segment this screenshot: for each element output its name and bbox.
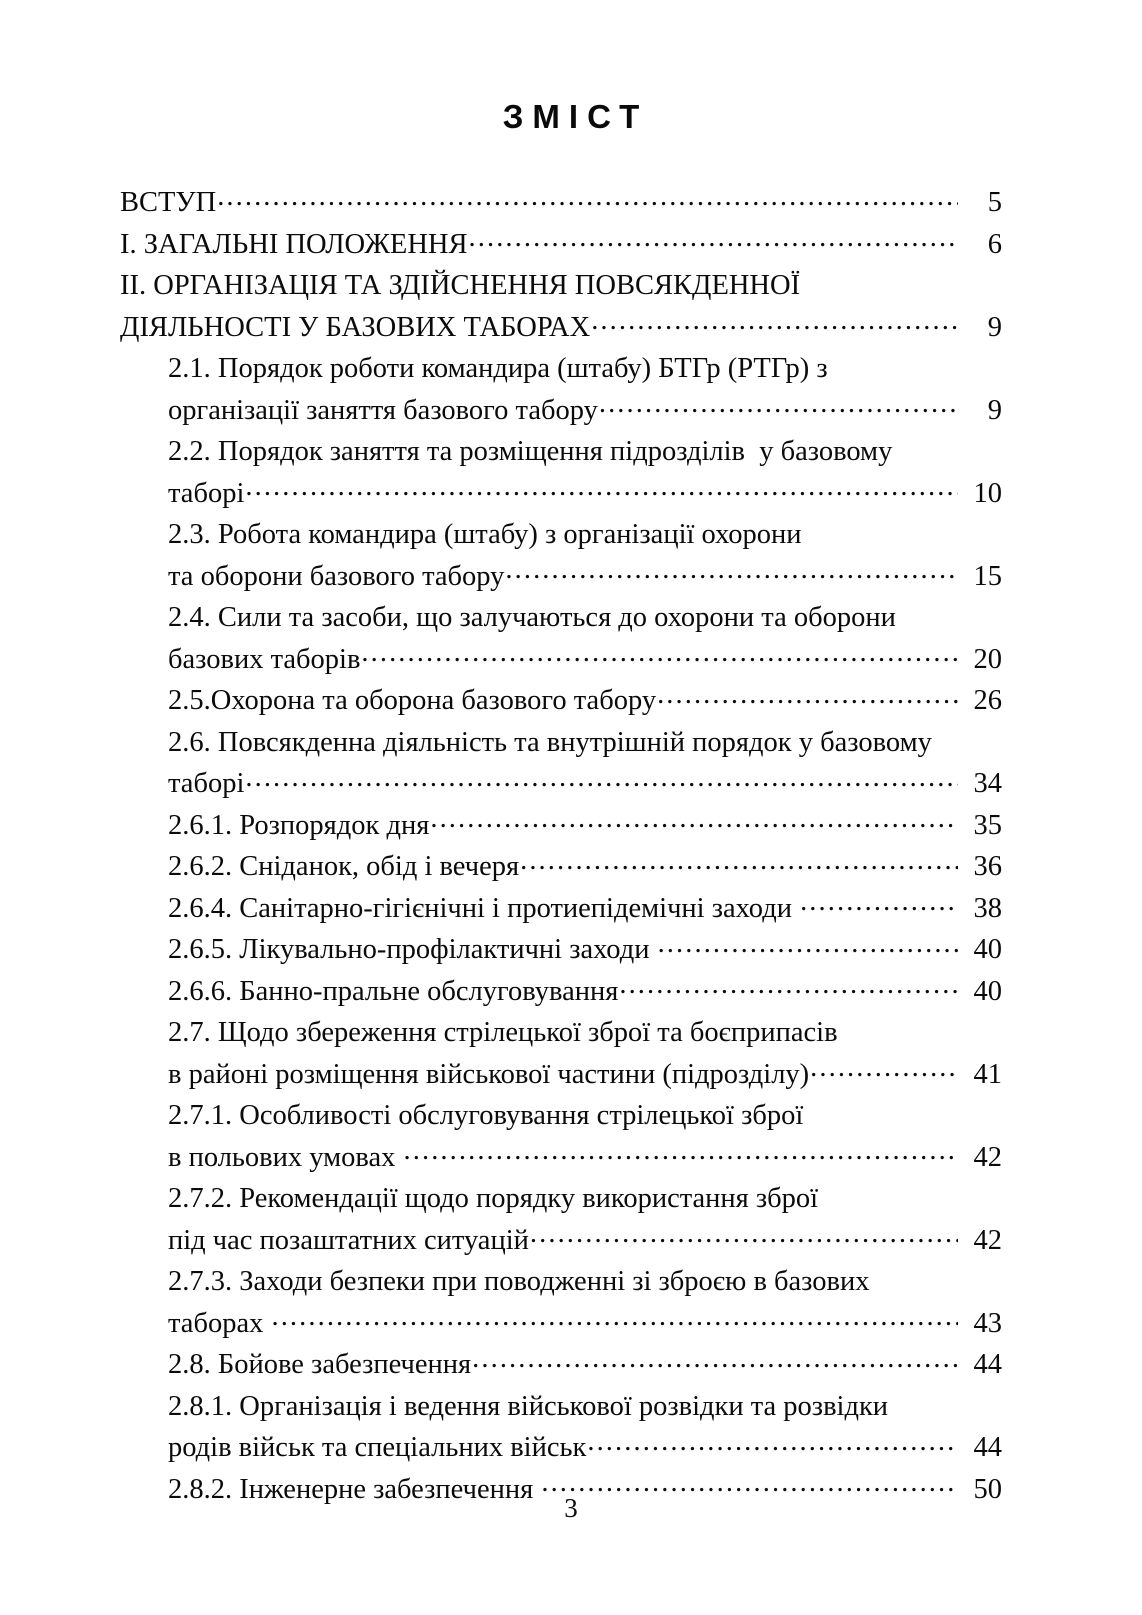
toc-leader-dots [800,888,958,917]
toc-page-number: 10 [973,477,1002,509]
toc-entry-line [168,514,1002,556]
toc-entry-line [168,971,1002,1013]
toc-entry-text: організації заняття базового табору [168,394,598,426]
toc-leader-dots [520,847,958,876]
toc-entry-text: 2.6. Повсякденна діяльність та внутрішній порядок у базовому [168,726,932,758]
page-folio-number: 3 [564,1493,578,1523]
toc-entry[interactable] [120,182,1002,224]
toc-leader-dots [810,1054,958,1083]
page-title: ЗМІСТ [502,98,649,135]
toc-entry[interactable] [120,1095,1002,1178]
toc-leader-dots [599,390,958,419]
toc-entry-text: 2.1. Порядок роботи командира (штабу) БТГр (РТГр) з [168,353,828,384]
toc-entry-line [168,805,1002,847]
toc-entry-text: в районі розміщення військової частини (підрозділу) [168,1058,810,1090]
toc-entry-line [168,722,1002,764]
toc-leader-dots [245,473,958,502]
toc-page-number: 40 [973,975,1002,1007]
toc-page-number: 26 [973,685,1002,716]
toc-entry-text: 2.7.2. Рекомендації щодо порядку використання зброї [168,1183,819,1214]
toc-entry-text: 2.6.2. Сніданок, обід і вечеря [168,851,520,882]
toc-entry-text: 2.6.1. Розпорядок дня [168,809,430,841]
toc-entry-text: родів військ та спеціальних військ [168,1432,587,1463]
toc-entry-line [168,1137,1002,1179]
toc-entry-line [168,846,1002,888]
toc-entry-text: 2.6.6. Банно-пральне обслуговування [168,975,619,1007]
toc-entry-line [168,556,1002,598]
toc-entry-text: 2.5.Охорона та оборона базового табору [168,685,657,716]
toc-leader-dots [658,930,958,959]
toc-entry-line [168,431,1002,473]
toc-page-number: 15 [973,560,1002,592]
toc-page-number: 41 [973,1058,1002,1090]
toc-entry-text: таборі [168,477,245,509]
toc-entry-text: 2.6.4. Санітарно-гігієнічні і протиепідемічні заходи [168,892,800,924]
toc-entry-line [120,182,1002,224]
toc-entry-text: 2.6.5. Лікувально-профілактичні заходи [168,934,657,965]
toc-leader-dots [430,805,958,834]
toc-entry[interactable] [120,680,1002,722]
toc-leader-dots [469,224,958,253]
toc-entry-text: ВСТУП [120,187,217,218]
toc-leader-dots [505,556,958,585]
toc-leader-dots [587,1428,958,1457]
toc-entry-line [120,307,1002,349]
toc-entry[interactable] [120,1261,1002,1344]
toc-leader-dots [591,307,958,336]
toc-entry-text: II. ОРГАНІЗАЦІЯ ТА ЗДІЙСНЕННЯ ПОВСЯКДЕННОЇ [120,270,801,301]
toc-entry-text: 2.2. Порядок заняття та розміщення підрозділів у базовому [168,436,893,467]
toc-entry[interactable] [120,348,1002,431]
toc-entry[interactable] [120,888,1002,930]
toc-entry-line [168,473,1002,515]
toc-entry[interactable] [120,514,1002,597]
toc-entry-line [168,1303,1002,1345]
toc-page-number: 44 [973,1349,1002,1380]
toc-entry[interactable] [120,971,1002,1013]
toc-entry-text: 2.7.1. Особливості обслуговування стрілецької зброї [168,1100,804,1131]
toc-entry-line [168,1386,1002,1428]
toc-entry[interactable] [120,1386,1002,1469]
toc-entry[interactable] [120,805,1002,847]
toc-entry[interactable] [120,929,1002,971]
toc-leader-dots [404,1137,958,1166]
toc-entry-line [168,929,1002,971]
toc-page-number: 34 [973,768,1002,799]
toc-page-number: 40 [973,934,1002,965]
toc-entry-line [168,1054,1002,1096]
toc-entry[interactable] [120,1344,1002,1386]
toc-entry-line [168,1012,1002,1054]
toc-leader-dots [245,764,958,793]
toc-entry-text: під час позаштатних ситуацій [168,1224,529,1256]
toc-entry-line [168,1220,1002,1262]
toc-entry-line [120,224,1002,266]
toc-entry-line [168,1095,1002,1137]
toc-page-number: 50 [973,1473,1002,1505]
toc-page-number: 9 [987,394,1002,426]
toc-leader-dots [217,183,958,212]
toc-entry[interactable] [120,846,1002,888]
toc-entry[interactable] [120,431,1002,514]
toc-page-number: 5 [987,187,1002,218]
toc-entry[interactable] [120,597,1002,680]
toc-entry-text: 2.4. Сили та засоби, що залучаються до охорони та оборони [168,602,896,633]
toc-entry-text: 2.8. Бойове забезпечення [168,1349,472,1380]
toc-entry-text: таборах [168,1307,271,1339]
toc-leader-dots [657,681,958,710]
toc-entry-line [168,390,1002,432]
toc-entry[interactable] [120,265,1002,348]
toc-entry[interactable] [120,224,1002,266]
toc-entry-text: 2.8.1. Організація і ведення військової розвідки та розвідки [168,1390,889,1422]
toc-page-number: 43 [973,1307,1002,1339]
toc-entry-line [120,265,1002,307]
toc-entry-line [168,1178,1002,1220]
toc-entry[interactable] [120,1012,1002,1095]
toc-page-number: 42 [973,1141,1002,1173]
toc-entry-line [168,888,1002,930]
toc-page-number: 38 [973,892,1002,924]
toc-page-number: 6 [987,228,1002,260]
toc-page-number: 42 [973,1224,1002,1256]
toc-page-number: 20 [973,643,1002,675]
toc-entry-text: 2.7. Щодо збереження стрілецької зброї та боєприпасів [168,1017,838,1048]
toc-entry-text: 2.8.2. Інженерне забезпечення [168,1473,541,1505]
toc-entry-line [168,1261,1002,1303]
toc-leader-dots [619,971,958,1000]
toc-entry-text: в польових умовах [168,1141,403,1173]
toc-page-number: 35 [973,809,1002,841]
toc-leader-dots [472,1345,958,1374]
toc-entry-text: I. ЗАГАЛЬНІ ПОЛОЖЕННЯ [120,228,468,260]
toc-entry[interactable] [120,722,1002,805]
toc-page-number: 36 [973,851,1002,882]
toc-entry-line [168,1427,1002,1469]
toc-entry-line [168,763,1002,805]
toc-entry-line [168,597,1002,639]
toc-entry-text: 2.3. Робота командира (штабу) з організації охорони [168,519,802,550]
toc-leader-dots [271,1303,958,1332]
toc-entry-text: ДІЯЛЬНОСТІ У БАЗОВИХ ТАБОРАХ [120,311,591,343]
toc-page-number: 9 [987,311,1002,343]
toc-entry-line [168,1344,1002,1386]
toc-leader-dots [530,1220,958,1249]
toc-entry-line [168,680,1002,722]
toc-entry-text: та оборони базового табору [168,560,505,592]
toc-entry[interactable] [120,1178,1002,1261]
toc-entry-text: 2.7.3. Заходи безпеки при поводженні зі зброєю в базових [168,1266,870,1297]
toc-entry-line [168,348,1002,390]
toc-entry-text: таборі [168,768,245,799]
toc-entry-line [168,639,1002,681]
toc-entry-text: базових таборів [168,643,361,675]
table-of-contents [120,182,1002,1510]
toc-page-number: 44 [973,1432,1002,1463]
toc-leader-dots [361,639,958,668]
